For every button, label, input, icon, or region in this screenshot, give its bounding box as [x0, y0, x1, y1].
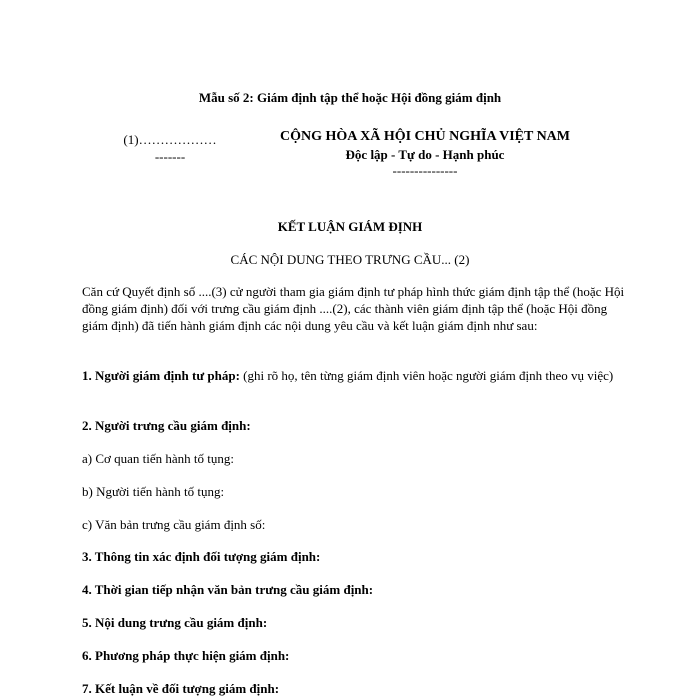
national-motto: Độc lập - Tự do - Hạnh phúc — [345, 147, 505, 162]
country-name: CỘNG HÒA XÃ HỘI CHỦ NGHĨA VIỆT NAM — [279, 129, 570, 144]
document-title: KẾT LUẬN GIÁM ĐỊNH — [277, 219, 423, 234]
section-1-heading: 1. Người giám định tư pháp: — [82, 368, 240, 383]
section-4-heading: 4. Thời gian tiếp nhận văn bản trưng cầu giám định: — [82, 582, 374, 597]
section-2-heading: 2. Người trưng cầu giám định: — [82, 418, 251, 433]
agency-placeholder: (1)……………… — [123, 132, 217, 147]
section-5-heading: 5. Nội dung trưng cầu giám định: — [82, 615, 268, 630]
section-2c: c) Văn bản trưng cầu giám định số: — [82, 517, 266, 532]
section-6-heading: 6. Phương pháp thực hiện giám định: — [82, 648, 290, 663]
section-7-heading: 7. Kết luận về đối tượng giám định: — [82, 681, 280, 696]
section-2a: a) Cơ quan tiến hành tố tụng: — [82, 451, 235, 466]
section-3-heading: 3. Thông tin xác định đối tượng giám định: — [82, 549, 321, 564]
form-title: Mẫu số 2: Giám định tập thể hoặc Hội đồng giám định — [198, 90, 502, 105]
header-left — [110, 131, 230, 165]
section-1-note: (ghi rõ họ, tên từng giám định viên hoặc người giám định theo vụ việc) — [239, 368, 614, 383]
section-1 — [82, 367, 630, 384]
document-subtitle: CÁC NỘI DUNG THEO TRƯNG CẦU... (2) — [230, 252, 470, 267]
motto-rule: --------------- — [392, 163, 458, 178]
intro-paragraph: Căn cứ Quyết định số ....(3) cử người tham gia giám định tư pháp hình thức giám định tập thể (hoặc Hội đồng giám định) đối với trưng cầu giám định ....(2), các thành viên giám định tập thể (hoặc Hội đồng giám định) đã tiến hành giám định các nội dung yêu cầu và kết luận giám định như sau: — [82, 284, 625, 333]
agency-rule: ------- — [154, 149, 186, 164]
header-right — [270, 128, 580, 178]
section-2b: b) Người tiến hành tố tụng: — [82, 484, 225, 499]
